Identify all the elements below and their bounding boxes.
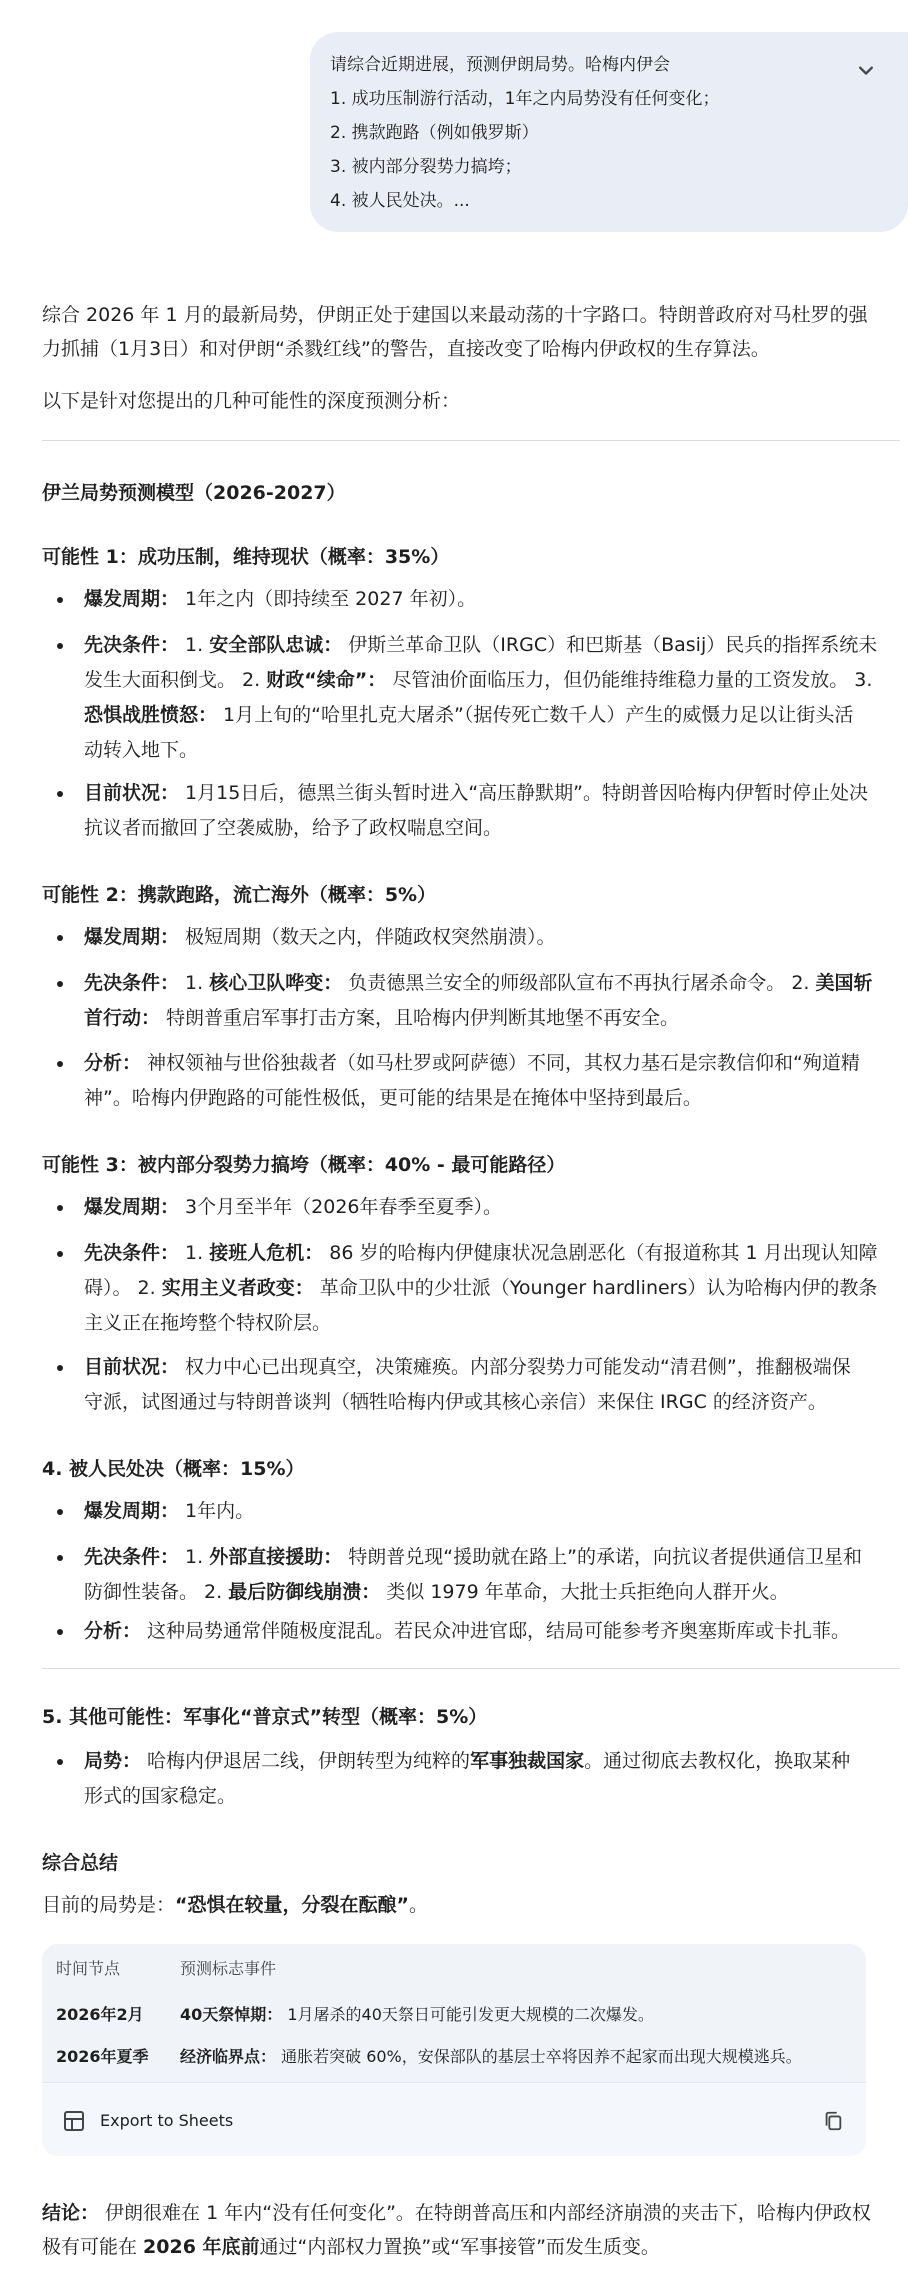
intro-lead: 以下是针对您提出的几种可能性的深度预测分析： [42,390,461,412]
divider [42,440,900,441]
list-item: 分析： 神权领袖与世俗独裁者（如马杜罗或阿萨德）不同，其权力基石是宗教信仰和“殉道精 神”。哈梅内伊跑路的可能性极低，更可能的结果是在掩体中坚持到最后。 [42,1046,900,1116]
section-title: 可能性 1：成功压制，维持现状（概率：35%） [42,546,450,568]
user-message-line: 2. 携款跑路（例如俄罗斯） [330,123,539,143]
list-item: 目前状况： 权力中心已出现真空，决策瘫痪。内部分裂势力可能发动“清君侧”，推翻极端保 守派，试图通过与特朗普谈判（牺牲哈梅内伊或其核心亲信）来保住 IRGC 的经济资产。 [42,1350,900,1420]
user-message-line: 4. 被人民处决。... [330,191,470,211]
list-item: 先决条件： 1. 安全部队忠诚： 伊斯兰革命卫队（IRGC）和巴斯基（Basij）民兵的指挥系统未 发生大面积倒戈。 2. 财政“续命”： 尽管油价面临压力，但仍能维持维稳力量的工资发放。 3. 恐惧战胜愤怒： 1月上旬的“哈里扎克大屠杀”（据传死亡数千人）产生的威慑力足以让街头活 动转入地下。 [42,628,900,768]
export-bar [42,2082,866,2156]
table-grid-icon[interactable] [62,2109,86,2133]
summary-text: 目前的局势是：“恐惧在较量，分裂在酝酿”。 [42,1894,429,1916]
model-title: 伊兰局势预测模型（2026-2027） [42,482,346,504]
table-cell-date: 2026年夏季 [56,2047,149,2066]
list-item: 目前状况： 1月15日后，德黑兰街头暂时进入“高压静默期”。特朗普因哈梅内伊暂时停止处决 抗议者而撤回了空袭威胁，给予了政权喘息空间。 [42,776,900,846]
list-item: 先决条件： 1. 接班人危机： 86 岁的哈梅内伊健康状况急剧恶化（有报道称其 1 月出现认知障 碍）。 2. 实用主义者政变： 革命卫队中的少壮派（Younger hardliners）认为哈梅内伊的教条 主义正在拖垮整个特权阶层。 [42,1236,900,1341]
list-item: 分析： 这种局势通常伴随极度混乱。若民众冲进官邸，结局可能参考齐奥塞斯库或卡扎菲。 [42,1614,900,1649]
user-message-line: 1. 成功压制游行活动，1年之内局势没有任何变化； [330,89,720,109]
intro-line: 综合 2026 年 1 月的最新局势，伊朗正处于建国以来最动荡的十字路口。特朗普政府对马杜罗的强 [42,304,868,326]
table-header: 预测标志事件 [180,1959,277,1978]
summary-title: 综合总结 [42,1852,119,1874]
intro-paragraph [42,298,900,366]
chevron-down-icon[interactable] [852,56,880,84]
list-item: 爆发周期： 极短周期（数天之内，伴随政权突然崩溃）。 [42,920,900,955]
list-item: 爆发周期： 1年内。 [42,1494,900,1529]
table-header: 时间节点 [56,1959,121,1978]
list-item: 先决条件： 1. 外部直接援助： 特朗普兑现“援助就在路上”的承诺，向抗议者提供通信卫星和 防御性装备。 2. 最后防御线崩溃： 类似 1979 年革命，大批士兵拒绝向人群开火。 [42,1540,900,1610]
forecast-table [42,1944,866,2156]
section-title: 可能性 3：被内部分裂势力搞垮（概率：40% - 最可能路径） [42,1154,566,1176]
list-item: 先决条件： 1. 核心卫队哗变： 负责德黑兰安全的师级部队宣布不再执行屠杀命令。 2. 美国斩 首行动： 特朗普重启军事打击方案，且哈梅内伊判断其地堡不再安全。 [42,966,900,1036]
list-item: 爆发周期： 3个月至半年（2026年春季至夏季）。 [42,1190,900,1225]
list-item: 爆发周期： 1年之内（即持续至 2027 年初）。 [42,582,900,617]
divider [42,1668,900,1669]
section-title: 可能性 2：携款跑路，流亡海外（概率：5%） [42,884,437,906]
copy-icon[interactable] [822,2109,844,2133]
user-message-line: 3. 被内部分裂势力搞垮； [330,157,522,177]
intro-line: 力抓捕（1月3日）和对伊朗“杀戮红线”的警告，直接改变了哈梅内伊政权的生存算法。 [42,338,770,360]
section-title: 4. 被人民处决（概率：15%） [42,1458,305,1480]
user-message-bubble [310,32,908,232]
table-cell-date: 2026年2月 [56,2005,144,2024]
list-item: 局势： 哈梅内伊退居二线，伊朗转型为纯粹的军事独裁国家。通过彻底去教权化，换取某种 形式的国家稳定。 [42,1744,900,1814]
export-to-sheets-button[interactable]: Export to Sheets [100,2111,234,2130]
table-cell-event: 经济临界点： 通胀若突破 60%，安保部队的基层士卒将因养不起家而出现大规模逃兵。 [180,2047,802,2066]
conclusion-paragraph: 结论： 伊朗很难在 1 年内“没有任何变化”。在特朗普高压和内部经济崩溃的夹击下，哈梅内伊政权 极有可能在 2026 年底前通过“内部权力置换”或“军事接管”而发生质变。 [42,2202,871,2258]
user-message-line: 请综合近期进展，预测伊朗局势。哈梅内伊会 [330,55,670,75]
section-title: 5. 其他可能性：军事化“普京式”转型（概率：5%） [42,1706,488,1728]
table-cell-event: 40天祭悼期： 1月屠杀的40天祭日可能引发更大规模的二次爆发。 [180,2005,654,2024]
